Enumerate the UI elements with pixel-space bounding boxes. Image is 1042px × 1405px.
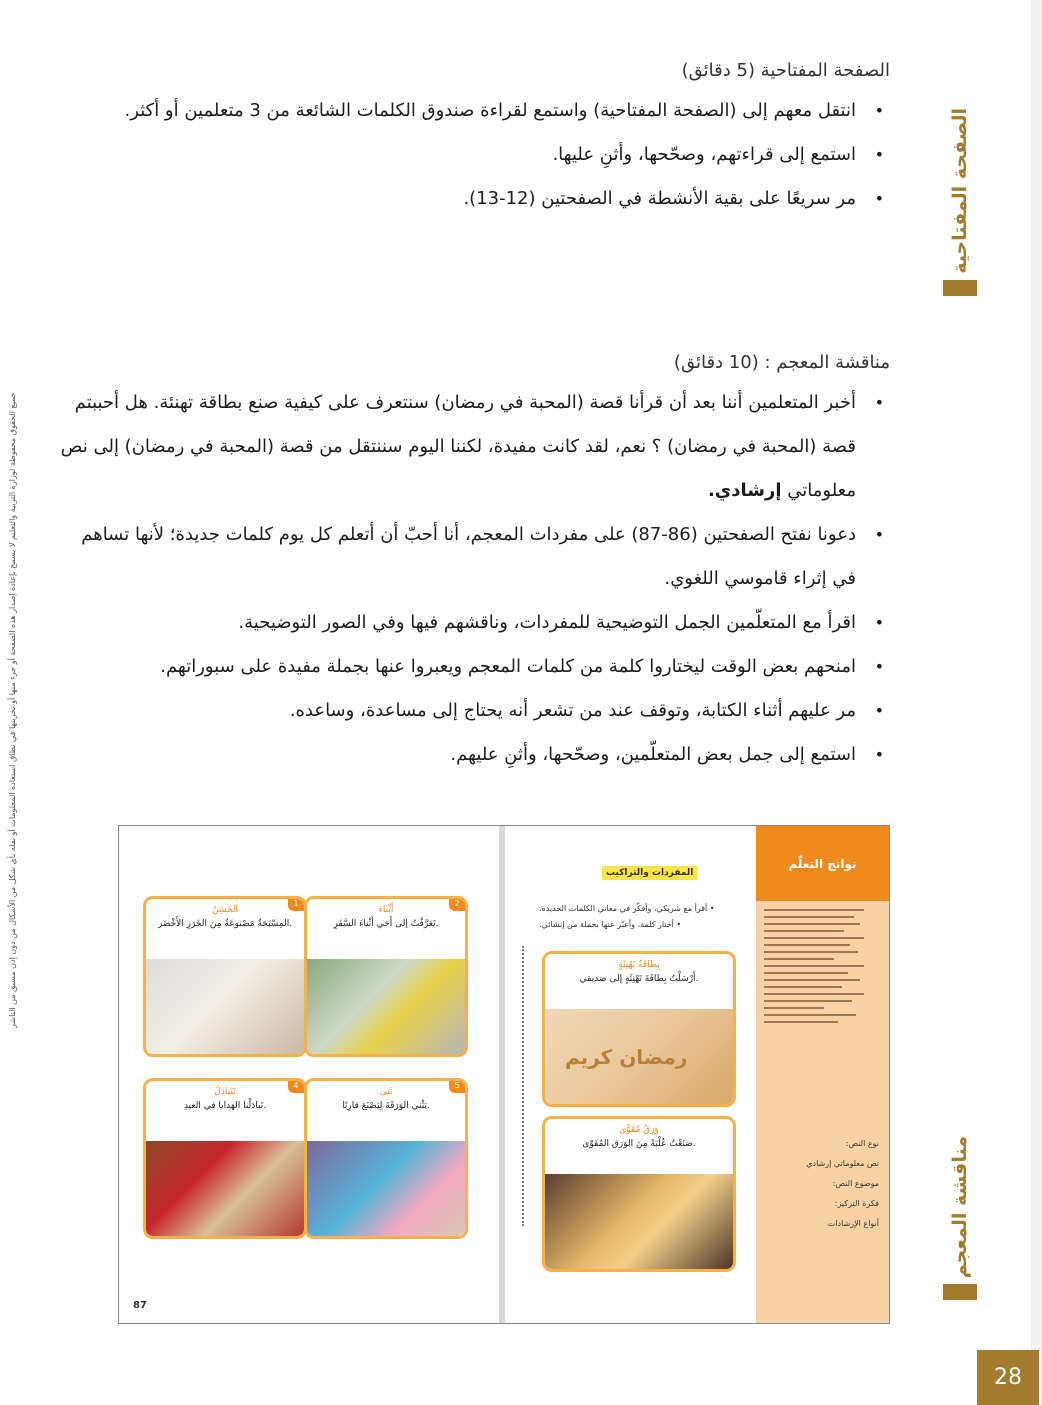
side-tab-vocabulary	[940, 1136, 980, 1300]
list-item: • مر عليهم أثناء الكتابة، وتوقف عند من تشعر أنه يحتاج إلى مساعدة، وساعده.	[60, 689, 890, 733]
side-tab-key-page	[940, 108, 980, 296]
vocabulary-section	[60, 352, 890, 777]
page-number: 28	[977, 1350, 1039, 1405]
copyright-notice: جميع الحقوق محفوظة لوزارة التربية والتعليم لا يسمح بإعادة إصدار هذه الصفحة أو جزء منها أو تخزينها في نطاق استعادة المعلومات أو نقله بأي شكل من الأشكال من دون إذن مسبق من الناشر	[8, 392, 17, 1028]
section-heading: مناقشة المعجم : (10 دقائق)	[673, 352, 890, 373]
vocab-card	[542, 1116, 736, 1272]
card-title: ثَنى	[379, 1087, 393, 1097]
card-text: أَرْسَلْتُ بِطاقَةَ تَهْنِئَةٍ إِلى صَديقي.	[579, 974, 699, 984]
list-item: • استمع إلى جمل بعض المتعلّمين، وصحّحها، وأثنِ عليهم.	[60, 733, 890, 777]
key-page-section	[60, 60, 890, 221]
dotted-divider	[522, 946, 525, 1226]
list-item	[60, 381, 890, 513]
list-item: • دعونا نفتح الصفحتين (86-87) على مفردات المعجم، أنا أحبّ أن أتعلم كل يوم كلمات جديدة؛ لأنها تساهم في إثراء قاموسي اللغوي.	[60, 513, 890, 601]
list-item: • اقرأ مع المتعلّمين الجمل التوضيحية للمفردات، وناقشهم فيها وفي الصور التوضيحية.	[60, 601, 890, 645]
list-item: • انتقل معهم إلى (الصفحة المفتاحية) واستمع لقراءة صندوق الكلمات الشائعة من 3 متعلمين أو أكثر.	[60, 89, 890, 133]
card-title: وَرَقٌ مُقَوًّى	[619, 1125, 659, 1135]
side-tab-label: الصفحة المفتاحية	[949, 108, 971, 274]
textbook-spread-image	[118, 825, 890, 1324]
panel-footer-line: موضوع النص:	[832, 1179, 879, 1188]
card-number: 5	[449, 1081, 465, 1093]
panel-text-lines	[764, 904, 864, 1028]
card-text: صَنَعْتُ عُلْبَةً مِنَ الوَرَقِ المُقَوّى.	[582, 1139, 696, 1149]
instruction-line: • أختار كلمة، وأعبّر عنها بجملة من إنشائي.	[539, 920, 682, 929]
card-text: يَثْني الوَرَقَةَ لِيَصْنَعَ قارِبًا.	[342, 1101, 430, 1111]
section-heading: الصفحة المفتاحية (5 دقائق)	[681, 60, 890, 81]
panel-footer-line: نص معلوماتي إرشادي	[806, 1159, 879, 1168]
vocab-card	[143, 896, 307, 1057]
ramadan-card-photo: رمضان كريم	[545, 1009, 733, 1104]
list-item: • مر سريعًا على بقية الأنشطة في الصفحتين (12-13).	[60, 177, 890, 221]
card-title: أَثْناءَ	[378, 905, 394, 915]
book-page-number-left: 87	[133, 1300, 147, 1311]
vocab-card	[304, 1078, 468, 1239]
list-item-text: أخبر المتعلمين أننا بعد أن قرأنا قصة (المحبة في رمضان) سنتعرف على كيفية صنع بطاقة تهنئة. هل أحببتم قصة (المحبة في رمضان) ؟ نعم، لقد كانت مفيدة، لكننا اليوم سننتقل من قصة (المحبة في رمضان) إلى نص معلوماتي	[60, 392, 856, 501]
card-number: 1	[288, 899, 304, 911]
gifts-photo	[146, 1141, 304, 1236]
list-item: • استمع إلى قراءتهم، وصحّحها، وأثنِ عليها.	[60, 133, 890, 177]
prayer-beads-photo	[146, 959, 304, 1054]
vocab-card	[143, 1078, 307, 1239]
ribbon-label: المفردات والتراكيب	[602, 866, 697, 880]
panel-footer-line: فكرة التركيز:	[834, 1199, 879, 1208]
list-item: • امنحهم بعض الوقت ليختاروا كلمة من كلمات المعجم ويعبروا عنها بجملة مفيدة على سبوراتهم.	[60, 645, 890, 689]
book-spine	[499, 826, 505, 1323]
card-header	[545, 1119, 733, 1149]
panel-footer-line: أنواع الإرشادات	[827, 1219, 879, 1228]
card-number: 2	[449, 899, 465, 911]
girl-photo	[307, 959, 465, 1054]
card-text: المِسْبَحَةُ مَصْنوعَةٌ مِنَ الخَرَزِ الأَخْضَر.	[157, 919, 293, 929]
side-tab-bar	[943, 280, 977, 296]
panel-footer	[764, 1134, 879, 1234]
instruction-line: • أقرأ مع شريكي، وأفكّر في معاني الكلمات الجديدة.	[539, 904, 715, 913]
card-text: تَعَرَّفْتُ إلى أَخي أَثْناءَ السَّفَرِ.	[333, 919, 439, 929]
card-text: تَبادَلْنا الهَدايا في العيدِ.	[183, 1101, 267, 1111]
vocab-card	[304, 896, 468, 1057]
bullet-list	[60, 381, 890, 777]
side-tab-label: مناقشة المعجم	[949, 1136, 971, 1279]
right-margin-rule	[1031, 0, 1042, 1405]
card-title: الخَشِنُ	[212, 905, 238, 915]
bullet-list	[60, 89, 890, 221]
side-tab-bar	[943, 1284, 977, 1300]
cardboard-box-photo	[545, 1174, 733, 1269]
bold-term: إرشادي.	[707, 480, 782, 501]
card-title: بِطاقَةُ تَهْنِئَةٍ	[618, 960, 660, 970]
panel-footer-line: نوع النص:	[845, 1139, 879, 1148]
panel-title: نواتج التعلّم	[756, 826, 889, 901]
card-header	[545, 954, 733, 984]
vocab-card	[542, 951, 736, 1107]
card-number: 4	[288, 1081, 304, 1093]
folding-paper-photo	[307, 1141, 465, 1236]
card-title: نَتَبادَلُ	[214, 1087, 236, 1097]
